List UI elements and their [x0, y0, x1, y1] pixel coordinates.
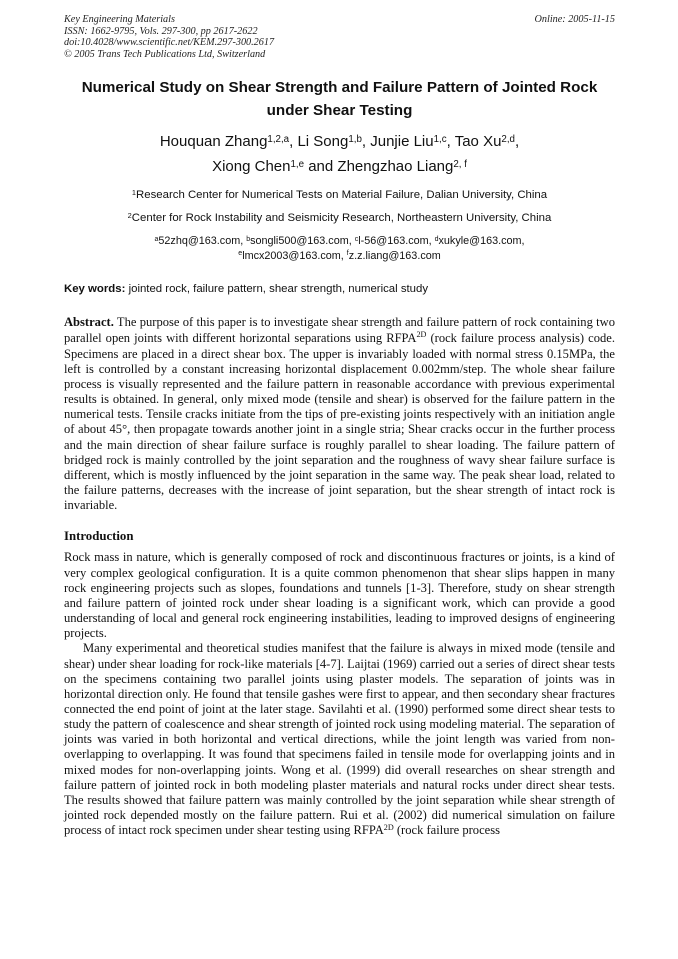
- email-list: $^a$52zhq@163.com, $^b$songli500@163.com, $^c$l-56@163.com, $^d$xukyle@163.com, $^e$lmcx2003@163.com, $^f$z.z.liang@163.com: [154, 235, 525, 262]
- section-heading-introduction: Introduction: [64, 529, 134, 544]
- affiliation-2: $^2$Center for Rock Instability and Seismicity Research, Northeastern University, China: [127, 210, 552, 225]
- journal-header: [64, 14, 615, 60]
- abstract: Abstract. The purpose of this paper is to investigate shear strength and failure pattern of rock containing two parallel open joints with different horizontal separations using $RFPA^{2D}$ (rock failure process analysis) code. Specimens are placed in a direct shear box. The upper is invariably loaded with normal stress 0.15MPa, the left is controlled by a constant increasing horizontal displacement 0.002mm/step. The whole shear failure process is visually represented and the failure pattern in reasonable accordance with previous experimental results is obtained. In general, only mixed mode (tensile and shear) is observed for the failure pattern in the numerical tests. Tensile cracks initiate from the tips of pre-existing joints respectively with an initiation angle of about 45°, then propagate towards another joint in a single stria; Shear cracks occur in the further process and the main direction of shear failure surface is roughly parallel to shear loading. The failure pattern of bridged rock is mainly controlled by the joint separation and the roughness of wavy shear failure surface is different, which is mostly influenced by the joint separation in the same way. The peak shear load, related to the failure patterns, decreases with the increase of joint separation, but the shear strength of intact rock is invariable.: [64, 315, 615, 513]
- email: songli500@163.com: [250, 235, 349, 248]
- email: xukyle@163.com: [438, 235, 522, 248]
- author: Tao Xu$^{2,d}$: [454, 133, 515, 151]
- author-list: Houquan Zhang$^{1,2,a}$, Li Song$^{1,b}$, Junjie Liu$^{1,c}$, Tao Xu$^{2,d}$, Xiong Chen$^{1,e}$ and Zhengzhao Liang$^{2, f}$: [159, 133, 520, 176]
- author: Houquan Zhang$^{1,2,a}$: [159, 133, 290, 151]
- author: Li Song$^{1,b}$: [297, 133, 362, 151]
- email: l-56@163.com: [358, 235, 429, 248]
- doi-line: doi:10.4028/www.scientific.net/KEM.297-300.2617: [64, 37, 275, 49]
- journal-name: Key Engineering Materials: [64, 14, 175, 25]
- issn-line: ISSN: 1662-9795, Vols. 297-300, pp 2617-2622: [64, 25, 258, 37]
- copyright-line: © 2005 Trans Tech Publications Ltd, Switzerland: [64, 48, 266, 60]
- online-date: Online: 2005-11-15: [534, 14, 615, 25]
- intro-paragraph-2: Many experimental and theoretical studies manifest that the failure is always in mixed mode (tensile and shear) under shear loading for rock-like materials [4-7]. Laijtai (1969) carried out a series of direct shear tests on the specimens containing two parallel joints using plaster models. The separation of joints was in horizontal direction only. He found that tensile gashes were first to appear, and then secondary shear fractures connected the end point of joint at the later stage. Savilahti et al. (1990) performed some direct shear tests to study the pattern of coalescence and shear strength of jointed rock using modeling material. The separation of joints was varied in both horizontal and vertical directions, while the joint length was varied from non-overlapping to overlapping. It was found that specimens failed in tensile mode for overlapping joints and in mixed modes for non-overlapping joints. Wong et al. (1999) did overall researches on shear strength and failure pattern of jointed rock in both modeling plaster materials and natural rocks under direct shear tests. The results showed that failure pattern was mainly controlled by the joint separation while shear strength of jointed rock depended mostly on the failure pattern. Rui et al. (2002) did numerical simulation on failure process of intact rock specimen under shear testing using $RFPA^{2D}$ (rock failure process: [64, 641, 615, 838]
- paper-page: [64, 14, 615, 839]
- email: z.z.liang@163.com: [348, 249, 441, 262]
- author: Junjie Liu$^{1,c}$: [370, 133, 447, 151]
- email: 52zhq@163.com: [158, 235, 241, 248]
- intro-paragraph-1: Rock mass in nature, which is generally composed of rock and discontinuous fractures or joints, is a kind of very complex geological configuration. It is a quite common phenomenon that shear slips happen in many rock engineering projects such as slopes, foundations and tunnels [1-3]. Therefore, study on shear strength and failure pattern of jointed rock under shear loading is a significant work, which can provide a good understanding of local and general rock engineering instabilities, leading to improved designs of engineering projects.: [64, 550, 615, 641]
- author: Xiong Chen$^{1,e}$: [212, 158, 305, 176]
- author: Zhengzhao Liang$^{2, f}$: [337, 158, 467, 176]
- paper-title: Numerical Study on Shear Strength and Failure Pattern of Jointed Rock under Shear Testing: [81, 79, 598, 120]
- abstract-label: Abstract.: [64, 315, 114, 330]
- affiliation-1: $^1$Research Center for Numerical Tests on Material Failure, Dalian University, China: [131, 187, 548, 202]
- keywords-label: Key words:: [64, 283, 126, 296]
- keywords: [64, 282, 615, 296]
- keywords-text: jointed rock, failure pattern, shear strength, numerical study: [128, 283, 429, 296]
- email: lmcx2003@163.com: [242, 249, 341, 262]
